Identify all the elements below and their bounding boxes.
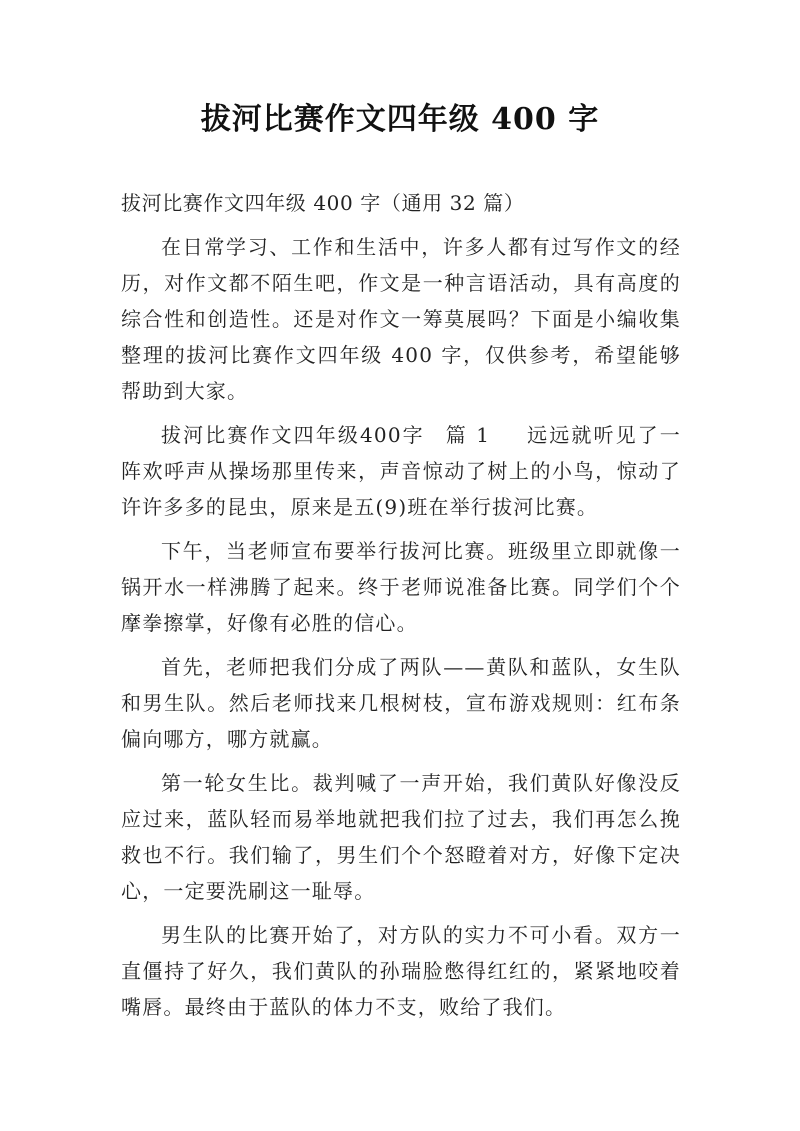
article-first-paragraph [121, 417, 681, 525]
paragraph: 第一轮女生比。裁判喊了一声开始，我们黄队好像没反应过来，蓝队轻而易举地就把我们拉了过去，我们再怎么挽救也不行。我们输了，男生们个个怒瞪着对方，好像下定决心，一定要洗刷这一耻辱。 [121, 771, 681, 903]
paragraph-text: 远远就听见了一阵欢呼声从操场那里传来，声音惊动了树上的小鸟，惊动了许许多多的昆虫，原来是五(9)班在举行拔河比赛。 [121, 423, 681, 519]
document-body [121, 185, 681, 1033]
paragraph: 首先，老师把我们分成了两队——黄队和蓝队，女生队和男生队。然后老师找来几根树枝，宣布游戏规则：红布条偏向哪方，哪方就赢。 [121, 655, 681, 751]
article-number: 篇 1 [444, 423, 491, 447]
document-subtitle: 拔河比赛作文四年级 400 字（通用 32 篇） [121, 191, 525, 215]
paragraph: 下午，当老师宣布要举行拔河比赛。班级里立即就像一锅开水一样沸腾了起来。终于老师说准备比赛。同学们个个摩拳擦掌，好像有必胜的信心。 [121, 539, 681, 635]
intro-paragraph: 在日常学习、工作和生活中，许多人都有过写作文的经历，对作文都不陌生吧，作文是一种言语活动，具有高度的综合性和创造性。还是对作文一筹莫展吗？下面是小编收集整理的拔河比赛作文四年级 400 字，仅供参考，希望能够帮助到大家。 [121, 235, 681, 403]
article-heading: 拔河比赛作文四年级400字 [161, 423, 425, 447]
paragraph: 男生队的比赛开始了，对方队的实力不可小看。双方一直僵持了好久，我们黄队的孙瑞脸憋得红红的，紧紧地咬着嘴唇。最终由于蓝队的体力不支，败给了我们。 [121, 923, 681, 1019]
document-title: 拔河比赛作文四年级 400 字 [200, 102, 600, 137]
